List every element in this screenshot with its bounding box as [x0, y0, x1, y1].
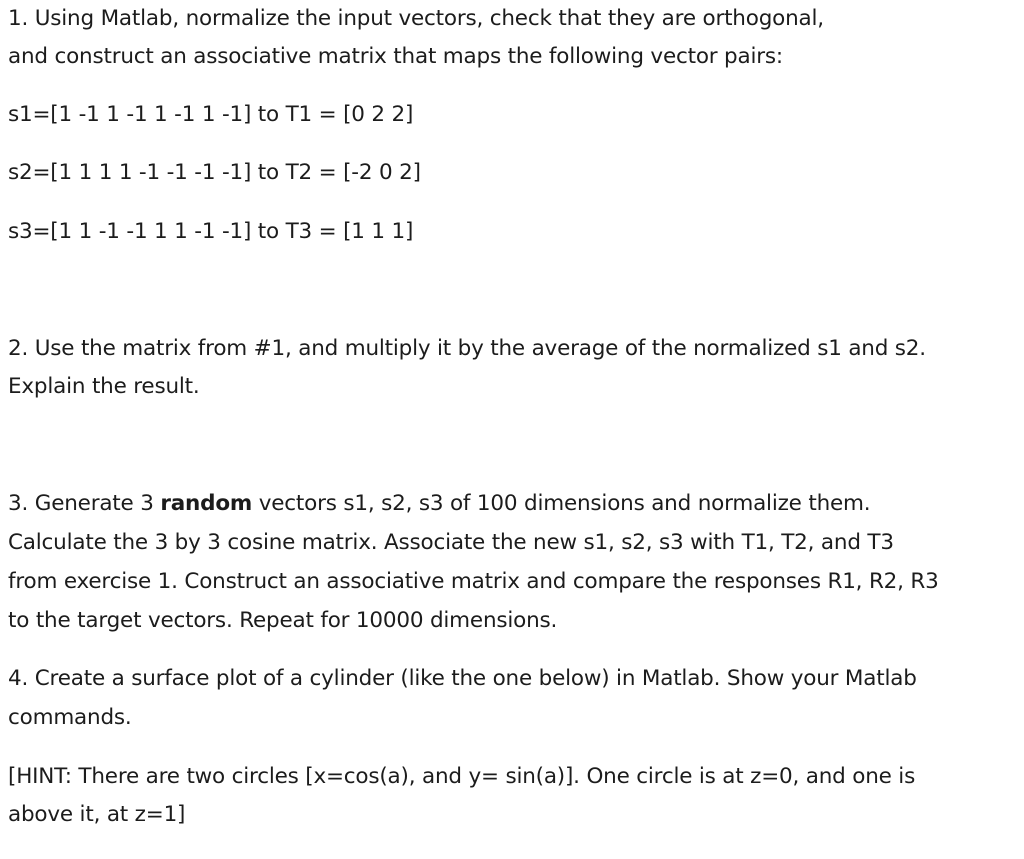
q4-hint-line-2: above it, at z=1]	[8, 802, 186, 827]
assignment-document	[8, 0, 1018, 859]
q3-line-2: Calculate the 3 by 3 cosine matrix. Associate the new s1, s2, s3 with T1, T2, and T3	[8, 530, 894, 555]
vector-pair-s1: s1=[1 -1 1 -1 1 -1 1 -1] to T1 = [0 2 2]	[8, 102, 414, 127]
q4-hint-line-1: [HINT: There are two circles [x=cos(a), and y= sin(a)]. One circle is at z=0, and one is	[8, 764, 916, 789]
q3-line-4: to the target vectors. Repeat for 10000 dimensions.	[8, 608, 558, 633]
q4-line-1: 4. Create a surface plot of a cylinder (like the one below) in Matlab. Show your Matlab	[8, 666, 917, 691]
q2-line-2: Explain the result.	[8, 374, 200, 399]
q1-line-2: and construct an associative matrix that maps the following vector pairs:	[8, 44, 783, 69]
q3-line-1-post: vectors s1, s2, s3 of 100 dimensions and normalize them.	[252, 491, 871, 516]
q2-line-1: 2. Use the matrix from #1, and multiply it by the average of the normalized s1 and s2.	[8, 336, 926, 361]
q3-line-1	[8, 489, 870, 519]
vector-pair-s2: s2=[1 1 1 1 -1 -1 -1 -1] to T2 = [-2 0 2]	[8, 160, 421, 185]
q1-line-1: 1. Using Matlab, normalize the input vectors, check that they are orthogonal,	[8, 6, 824, 31]
vector-pair-s3: s3=[1 1 -1 -1 1 1 -1 -1] to T3 = [1 1 1]	[8, 219, 414, 244]
q3-line-1-pre: 3. Generate 3	[8, 491, 161, 516]
q4-line-2: commands.	[8, 705, 132, 730]
q3-random-emphasis: random	[160, 491, 253, 516]
q3-line-3: from exercise 1. Construct an associative matrix and compare the responses R1, R2, R3	[8, 569, 939, 594]
